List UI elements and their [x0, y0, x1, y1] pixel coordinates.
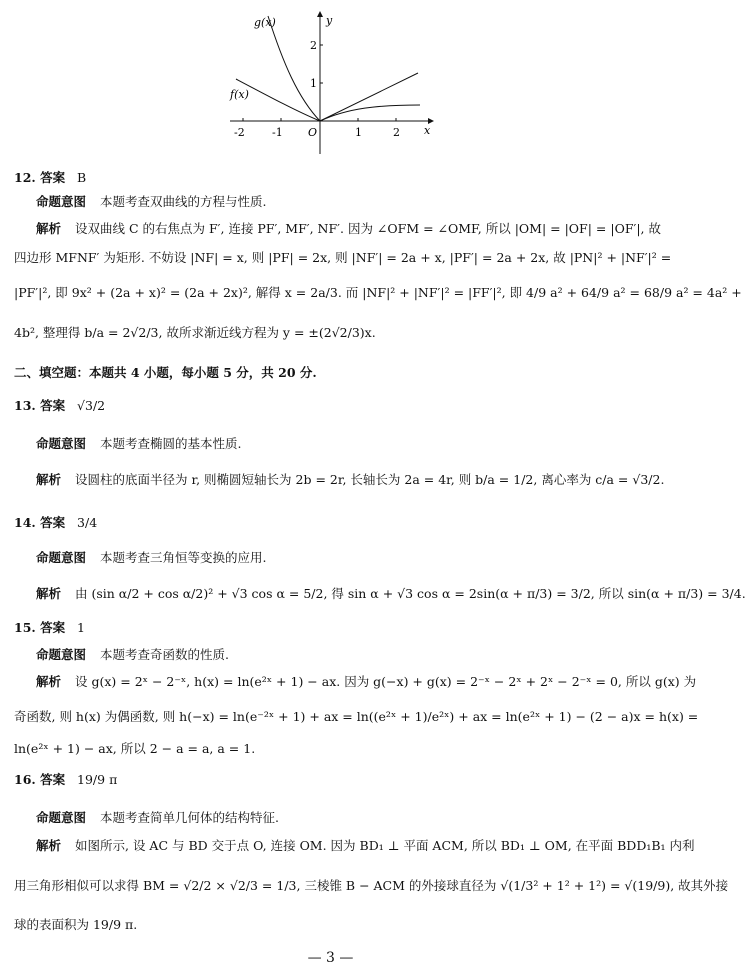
q12-intent-line: [36, 194, 267, 210]
q14-sol-label: 解析: [36, 586, 62, 601]
function-graph: [228, 8, 438, 158]
q14-head: 14. 答案: [14, 515, 66, 530]
q13-intent-label: 命题意图: [36, 436, 87, 451]
q16-sol-line-2: 用三角形相似可以求得 BM = √2/2 × √2/3 = 1/3, 三棱锥 B − ACM 的外接球直径为 √(1/3² + 1² + 1²) = √(19/9), 故其外接: [14, 878, 729, 893]
q13-sol-line-1: [36, 472, 664, 488]
q13-head: 13. 答案: [14, 398, 66, 413]
q16-intent-label: 命题意图: [36, 810, 87, 825]
q12-intent-label: 命题意图: [36, 194, 87, 209]
q13-sol-label: 解析: [36, 472, 62, 487]
q16-answer: 19/9 π: [77, 772, 118, 787]
q13-intent: 本题考查椭圆的基本性质.: [100, 436, 242, 451]
q14-answer: 3/4: [77, 515, 98, 530]
q14-intent-line: [36, 550, 267, 566]
f-label: f(x): [230, 88, 249, 101]
q15-sol-line-2: 奇函数, 则 h(x) 为偶函数, 则 h(−x) = ln(e⁻²ˣ + 1) + ax = ln((e²ˣ + 1)/e²ˣ) + ax = ln(e²ˣ + 1) − (2 − a)x = h(x) =: [14, 709, 699, 724]
q16-sol-line-1: [36, 838, 695, 854]
q12-sol-label: 解析: [36, 221, 62, 236]
q15-intent-label: 命题意图: [36, 647, 87, 662]
q13-sol-text-1: 设圆柱的底面半径为 r, 则椭圆短轴长为 2b = 2r, 长轴长为 2a = 4r, 则 b/a = 1/2, 离心率为 c/a = √3/2.: [75, 472, 665, 487]
q15-intent: 本题考查奇函数的性质.: [100, 647, 229, 662]
x-axis-label: x: [424, 124, 431, 137]
y-axis-label: y: [326, 14, 333, 27]
q15-sol-line-3: ln(e²ˣ + 1) − ax, 所以 2 − a = a, a = 1.: [14, 741, 256, 756]
q12-answer-line: [14, 170, 86, 186]
q14-intent-label: 命题意图: [36, 550, 87, 565]
q16-answer-line: [14, 772, 117, 788]
q15-answer: 1: [77, 620, 85, 635]
q13-answer: √3/2: [77, 398, 106, 413]
q16-intent-line: [36, 810, 279, 826]
q16-sol-line-3: 球的表面积为 19/9 π.: [14, 917, 138, 932]
q15-answer-line: [14, 620, 85, 636]
q14-sol-text-1: 由 (sin α/2 + cos α/2)² + √3 cos α = 5/2, 得 sin α + √3 cos α = 2sin(α + π/3) = 3/2, 所以 sin(α + π/3) = 3/4.: [75, 586, 746, 601]
y-tick-label: 1: [310, 77, 317, 90]
q12-intent: 本题考查双曲线的方程与性质.: [100, 194, 267, 209]
q16-sol-text-1: 如图所示, 设 AC 与 BD 交于点 O, 连接 OM. 因为 BD₁ ⊥ 平面 ACM, 所以 BD₁ ⊥ OM, 在平面 BDD₁B₁ 内利: [75, 838, 695, 853]
q12-head: 12. 答案: [14, 170, 66, 185]
q14-answer-line: [14, 515, 97, 531]
q15-sol-label: 解析: [36, 674, 62, 689]
q16-head: 16. 答案: [14, 772, 66, 787]
q15-sol-line-1: [36, 674, 696, 690]
q12-sol-line-1: [36, 221, 661, 237]
y-tick-label: 2: [310, 39, 317, 52]
q16-sol-label: 解析: [36, 838, 62, 853]
page-number: — 3 —: [307, 950, 354, 966]
g-label: g(x): [254, 16, 276, 29]
section-2-heading: 二、填空题：本题共 4 小题，每小题 5 分，共 20 分.: [14, 365, 317, 380]
x-tick-label: -2: [234, 126, 245, 139]
q14-sol-line-1: [36, 586, 746, 602]
q13-answer-line: [14, 398, 105, 414]
y-axis-arrow: [317, 11, 323, 17]
origin-label: O: [308, 126, 318, 139]
q15-head: 15. 答案: [14, 620, 66, 635]
q14-intent: 本题考查三角恒等变换的应用.: [100, 550, 267, 565]
x-tick-label: 1: [355, 126, 362, 139]
q13-intent-line: [36, 436, 242, 452]
q12-sol-text-1: 设双曲线 C 的右焦点为 F′, 连接 PF′, MF′, NF′. 因为 ∠OFM = ∠OMF, 所以 |OM| = |OF| = |OF′|, 故: [75, 221, 661, 236]
x-tick-label: 2: [393, 126, 400, 139]
q12-sol-line-3: |PF′|², 即 9x² + (2a + x)² = (2a + 2x)², 解得 x = 2a/3. 而 |NF|² + |NF′|² = |FF′|², 即 4/9 a² + 64/9 a² = 68/9 a² = 4a² +: [14, 285, 742, 300]
q12-answer: B: [77, 170, 87, 185]
x-tick-label: -1: [272, 126, 283, 139]
q16-intent: 本题考查简单几何体的结构特征.: [100, 810, 279, 825]
q15-sol-text-1: 设 g(x) = 2ˣ − 2⁻ˣ, h(x) = ln(e²ˣ + 1) − ax. 因为 g(−x) + g(x) = 2⁻ˣ − 2ˣ + 2ˣ − 2⁻ˣ = 0, 所以 g(x) 为: [75, 674, 697, 689]
q12-sol-line-2: 四边形 MFNF′ 为矩形. 不妨设 |NF| = x, 则 |PF| = 2x, 则 |NF′| = 2a + x, |PF′| = 2a + 2x, 故 |PN|² + |NF′|² =: [14, 250, 672, 265]
q15-intent-line: [36, 647, 229, 663]
q12-sol-line-4: 4b², 整理得 b/a = 2√2/3, 故所求渐近线方程为 y = ±(2√2/3)x.: [14, 325, 376, 340]
